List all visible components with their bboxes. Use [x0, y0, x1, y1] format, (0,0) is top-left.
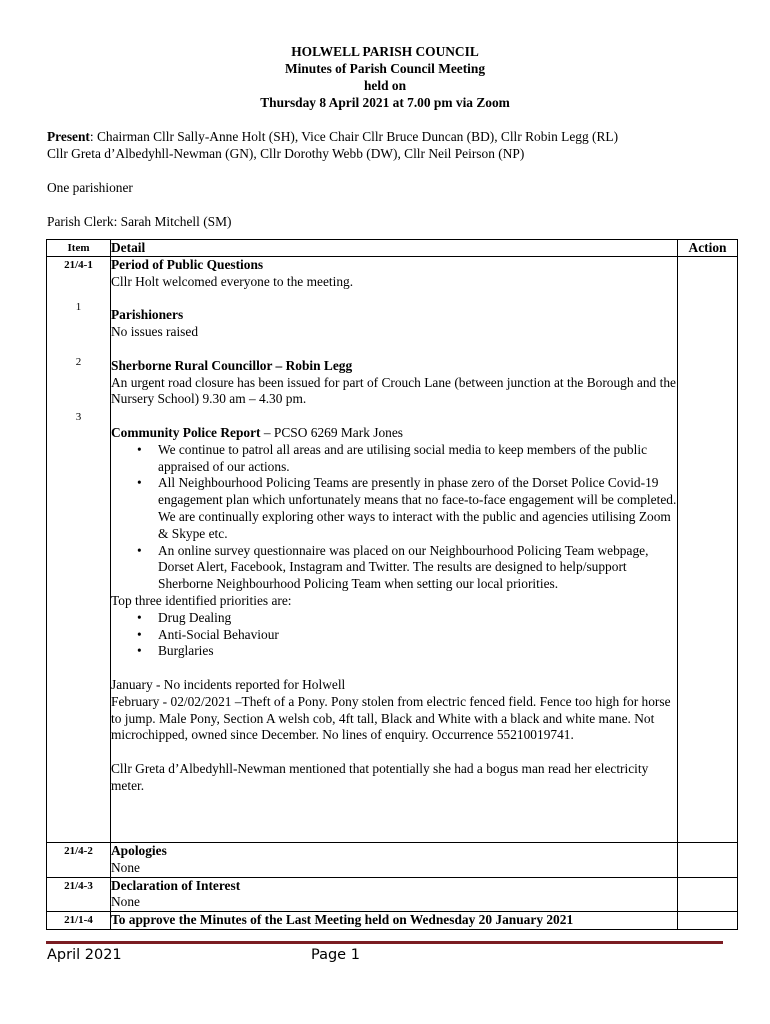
council-name: HOLWELL PARISH COUNCIL	[291, 44, 479, 59]
detail-column-header: Detail	[111, 240, 678, 257]
detail-cell	[111, 912, 678, 930]
action-cell	[678, 257, 738, 843]
list-item: • Burglaries	[158, 643, 677, 660]
action-cell	[678, 912, 738, 930]
parishioner-line: One parishioner	[47, 180, 133, 195]
action-cell	[678, 877, 738, 912]
footer-rule	[46, 941, 723, 944]
item-number: 21/1-4	[47, 912, 111, 930]
document-title: Minutes of Parish Council Meeting	[284, 61, 486, 76]
police-report-heading: Community Police Report	[111, 424, 261, 440]
apologies-text: None	[111, 859, 141, 875]
present-line-2: Cllr Greta d’Albedyhll-Newman (GN), Cllr Dorothy Webb (DW), Cllr Neil Peirson (NP)	[47, 146, 525, 161]
table-row	[47, 912, 738, 930]
table-row	[47, 843, 738, 878]
held-on-line: held on	[363, 78, 407, 93]
item-number: 21/4-1	[64, 259, 93, 271]
list-item: • Drug Dealing	[158, 610, 677, 627]
list-item: • We continue to patrol all areas and are utilising social media to keep members of the public appraised of our actions.	[158, 442, 677, 476]
clerk-line: Parish Clerk: Sarah Mitchell (SM)	[47, 214, 232, 229]
detail-cell	[111, 877, 678, 912]
present-line-1	[47, 129, 737, 146]
sub-item-number: 2	[75, 356, 82, 368]
bogus-caller-note: Cllr Greta d’Albedyhll-Newman mentioned that potentially she had a bogus man read her electricity meter.	[111, 760, 649, 793]
page-number: Page 1	[311, 947, 360, 963]
parishioners-heading: Parishioners	[111, 307, 184, 323]
list-item: • An online survey questionnaire was placed on our Neighbourhood Policing Team webpage, Dorset Alert, Facebook, Instagram and Twitter. The results are designed to help/support Sherborne Neighbourhood Policing Team when setting our local priorities.	[158, 543, 677, 593]
present-label: Present	[47, 129, 90, 144]
table-header-row	[47, 240, 738, 257]
list-item: • Anti-Social Behaviour	[158, 627, 677, 644]
declaration-heading: Declaration of Interest	[111, 877, 241, 893]
item-number-cell	[47, 257, 111, 843]
police-officer: – PCSO 6269 Mark Jones	[260, 424, 403, 440]
detail-cell	[111, 257, 678, 843]
rural-councillor-heading: Sherborne Rural Councillor – Robin Legg	[111, 357, 353, 373]
declaration-text: None	[111, 894, 141, 910]
item-number: 21/4-2	[47, 843, 111, 878]
item-number: 21/4-3	[47, 877, 111, 912]
present-text: : Chairman Cllr Sally-Anne Holt (SH), Vice Chair Cllr Bruce Duncan (BD), Cllr Robin Legg (RL)	[89, 129, 619, 144]
table-row	[47, 877, 738, 912]
public-questions-heading: Period of Public Questions	[111, 257, 264, 272]
action-column-header: Action	[678, 240, 738, 257]
table-row	[47, 257, 738, 843]
detail-cell	[111, 843, 678, 878]
sub-item-number: 3	[75, 411, 82, 423]
meeting-date: Thursday 8 April 2021 at 7.00 pm via Zoom	[260, 95, 510, 110]
police-bullet-list	[111, 442, 677, 593]
february-report: February - 02/02/2021 –Theft of a Pony. Pony stolen from electric fenced field. Fence too high for horse to jump. Male Pony, Section A welsh cob, 4ft tall, Black and White with a black and white mane. Not microchipped, owned since December. No lines of enquiry. Occurrence 55210019741.	[111, 693, 671, 743]
item-column-header: Item	[47, 240, 111, 257]
priorities-intro: Top three identified priorities are:	[111, 592, 292, 608]
minutes-approval-heading: To approve the Minutes of the Last Meeting held on Wednesday 20 January 2021	[111, 912, 574, 928]
minutes-table	[46, 239, 738, 930]
action-cell	[678, 843, 738, 878]
apologies-heading: Apologies	[111, 843, 167, 858]
rural-councillor-text: An urgent road closure has been issued for part of Crouch Lane (between junction at the Borough and the Nursery School) 9.30 am – 4.30 pm.	[111, 374, 676, 407]
priorities-list	[111, 610, 677, 660]
list-item: • All Neighbourhood Policing Teams are presently in phase zero of the Dorset Police Covid-19 engagement plan which unfortunately means that no face-to-face engagement will be completed. We are continually exploring other ways to interact with the public and agencies utilising Zoom & Skype etc.	[158, 475, 677, 542]
january-report: January - No incidents reported for Holwell	[111, 676, 346, 692]
sub-item-number: 1	[75, 301, 82, 313]
footer-date: April 2021	[47, 947, 122, 963]
public-questions-text: Cllr Holt welcomed everyone to the meeting.	[111, 273, 354, 289]
parishioners-text: No issues raised	[111, 324, 199, 340]
